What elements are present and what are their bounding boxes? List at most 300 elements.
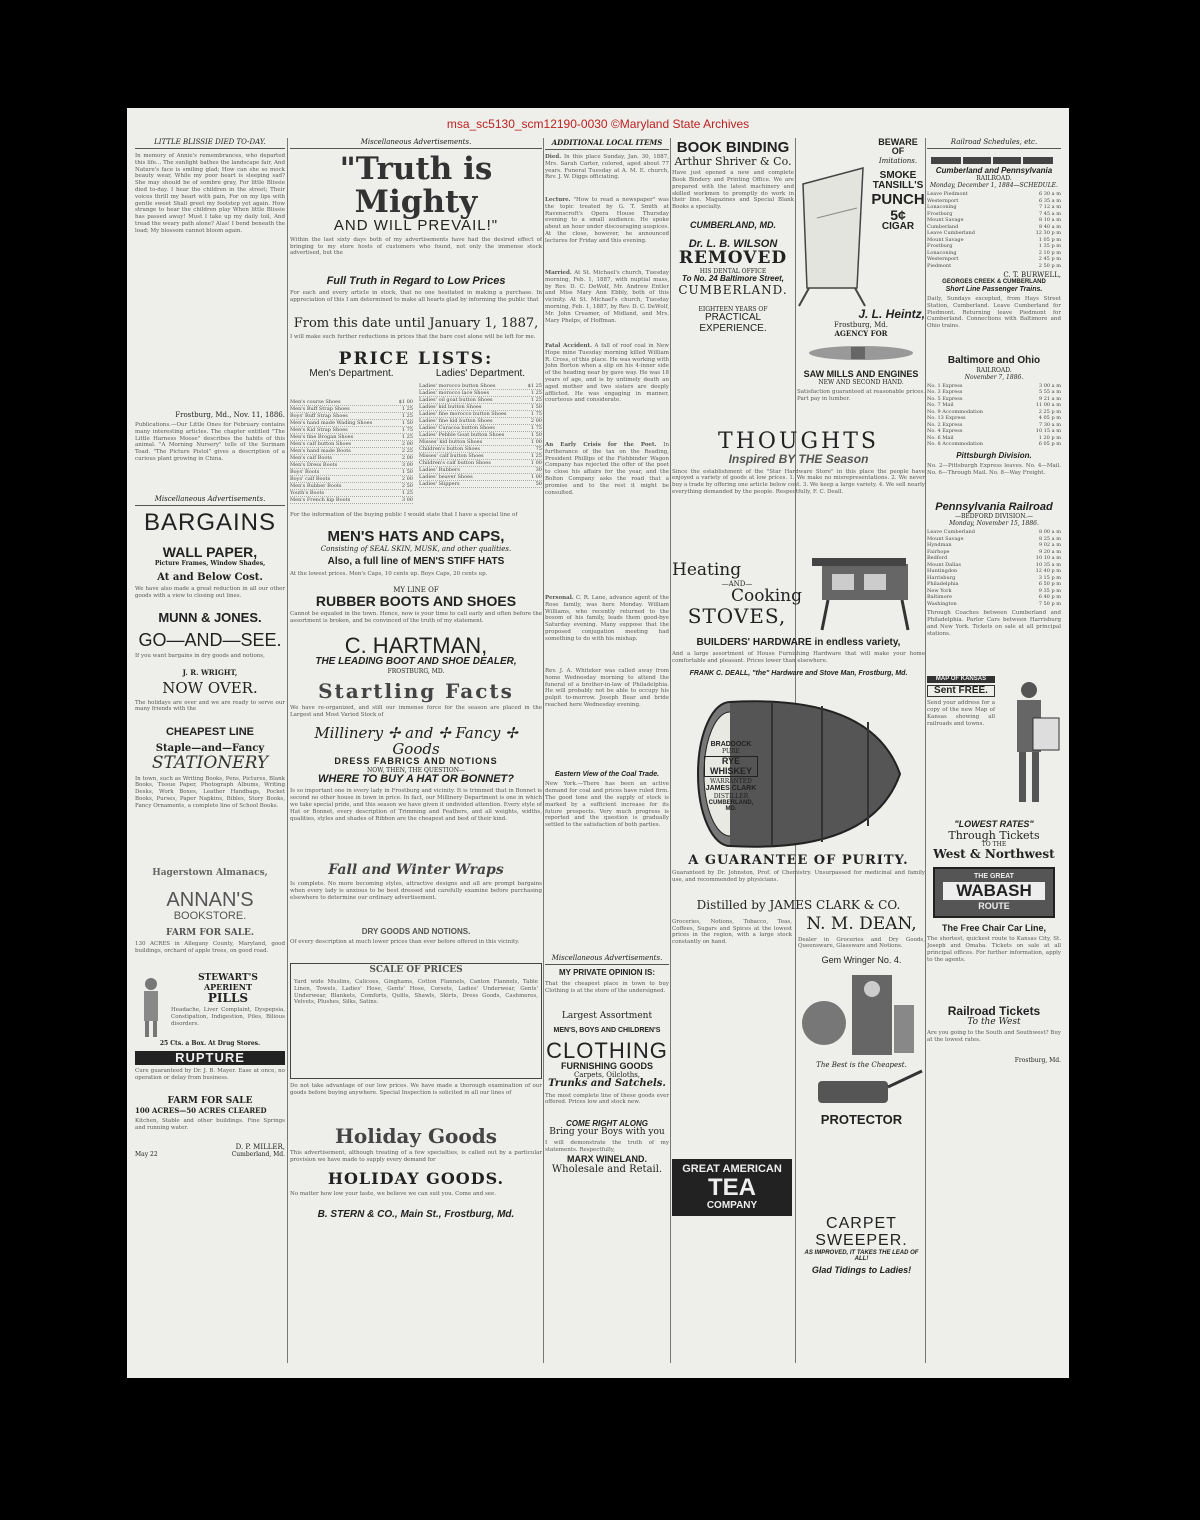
- rupture-body: Cure guaranteed by Dr. J. B. Mayer. Ease at once, no operation or delay from business.: [135, 1068, 285, 1081]
- farm-for-sale: FARM FOR SALE.: [165, 927, 255, 938]
- ladies-price-row-label: Ladies' Slippers: [419, 481, 460, 488]
- bookstore: BOOKSTORE.: [173, 909, 247, 922]
- mens-price-row-label: Men's calf button Shoes: [290, 441, 352, 448]
- startling-facts: Startling Facts: [318, 678, 514, 703]
- tickets-body: Are you going to the South and Southwest? Buy at the lowest rates.: [927, 1030, 1061, 1043]
- ladies-price-row: [419, 383, 542, 390]
- stoves-and: —AND—: [721, 580, 753, 589]
- mens-price-row: [290, 427, 413, 434]
- wilson-name: Dr. L. B. WILSON: [688, 237, 778, 250]
- mens-price-row-label: Men's course Shoes: [290, 399, 341, 406]
- wall-paper-sub: Picture Frames, Window Shades,: [154, 559, 266, 567]
- question: NOW, THEN, THE QUESTION—: [367, 766, 465, 774]
- distiller: DISTILLER: [713, 792, 749, 800]
- pa-schedule-row-label: Mount Dallas: [927, 561, 961, 568]
- rye-whiskey: RYE WHISKEY: [704, 756, 758, 777]
- mens-price-row-value: 2 50: [401, 483, 413, 490]
- mens-price-row: [290, 497, 413, 504]
- saw-mills: SAW MILLS AND ENGINES: [803, 368, 919, 379]
- column-2: [290, 138, 542, 1363]
- mens-price-row: [290, 462, 413, 469]
- bo-date: November 7, 1886.: [964, 373, 1024, 381]
- pa-date: Monday, November 15, 1886.: [949, 520, 1039, 528]
- ladies-price-row: [419, 418, 542, 425]
- misc-ads-header: Miscellaneous Advertisements.: [290, 138, 542, 149]
- column-1: [135, 138, 285, 1363]
- bo-schedule-row-label: No. 4 Express: [927, 428, 963, 435]
- stewarts-name: STEWART'S: [198, 972, 258, 983]
- shriver-name: Arthur Shriver & Co.: [674, 154, 792, 168]
- great-american: GREAT AMERICAN: [682, 1162, 782, 1175]
- bo-schedule-row-label: No. 3 Express: [927, 389, 963, 396]
- mens-boys: MEN'S, BOYS AND CHILDREN'S: [553, 1027, 661, 1035]
- braddock: BRADDOCK: [710, 740, 752, 748]
- ladies-price-row-value: 1 00: [530, 474, 542, 481]
- tea-company: COMPANY: [706, 1199, 758, 1211]
- ladies-price-row-value: 1 00: [530, 439, 542, 446]
- bo-schedule-row-value: 11 00 a m: [1035, 402, 1061, 409]
- ladies-price-row: [419, 404, 542, 411]
- pa-schedule: [927, 529, 1061, 607]
- ladies-price-row: [419, 460, 542, 467]
- wright-body: If you want bargains in dry goods and notions,: [135, 652, 265, 659]
- bo-schedule-row-label: No. 1 Express: [927, 382, 963, 389]
- hartman-name: C. HARTMAN,: [344, 633, 488, 659]
- bo-schedule-row-label: No. 6 Mail: [927, 434, 954, 441]
- ladies-price-row-label: Ladies' Curacoa button Shoes: [419, 425, 495, 432]
- my-line: MY LINE OF: [393, 585, 439, 594]
- thoughts-body: Since the establishment of the "Star Hardware Store" in this place the people have enjoyed a variety of goods at low prices. 1. We make no misrepresentations. 2. We never buy a trade by offering one article below cost. 3. We keep a large variety. 4. We sell nearly everything demanded by the people. Respectfully, F. C. Deall.: [672, 468, 925, 496]
- gem-wringer: Gem Wringer No. 4.: [821, 954, 902, 965]
- married-label: Married.: [545, 270, 572, 276]
- carpets: Carpets, Oilcloths,: [573, 1071, 641, 1080]
- pa-railroad: Pennsylvania Railroad: [935, 500, 1053, 513]
- publications-note: Publications.—Our Little Ones for February contains many interesting articles. The chapter entitled "The Little Harness Moose" describes the habits of this animal. "A Morning Nursery" tells of the Surinam Toad. "The Picture Pistol" gives a description of a curious plant growing in China.: [135, 422, 285, 462]
- cpr-schedule-row-value: 7 12 a m: [1038, 204, 1061, 211]
- holiday-body: The holidays are over and we are ready to serve our many friends with the: [135, 699, 285, 713]
- pittsburgh-division: Pittsburgh Division.: [956, 450, 1032, 460]
- tea-column: [672, 916, 792, 1216]
- best-cheapest: The Best is the Cheapest.: [816, 1061, 907, 1070]
- pa-schedule-row-label: Philadelphia: [927, 581, 959, 588]
- stationery-list: In town, such as Writing Books, Pens, Pictures, Blank Books, Tissue Paper, Photograph Albums, Writing Desks, Work Boxes, Leather Handbags, Pocket Books, Purses, Paper Napkins, Bibles, Story Books, Fancy Ornaments, a complete line of School Books.: [135, 775, 285, 809]
- pa-schedule-row-label: Harrisburg: [927, 574, 956, 581]
- short-line: Short Line Passenger Trains.: [945, 285, 1043, 293]
- pa-sub: —BEDFORD DIVISION.—: [955, 513, 1033, 521]
- cpr-schedule-row-value: 2 50 p m: [1038, 262, 1061, 269]
- fall-winter-wraps: Fall and Winter Wraps: [328, 862, 504, 879]
- cpr-schedule-row-label: Frostburg: [927, 210, 953, 217]
- eastern-view: Eastern View of the Coal Trade.: [554, 771, 660, 778]
- cigar-price: 5¢: [890, 206, 906, 223]
- mens-price-row-value: 1 50: [401, 469, 413, 476]
- bargains-heading: BARGAINS: [143, 509, 277, 536]
- through-tickets: Through Tickets: [948, 828, 1040, 842]
- man-with-map-illustration: [999, 676, 1061, 806]
- figure-illustration: [135, 975, 167, 1039]
- cpr-schedule-row-label: Westernport: [927, 256, 959, 263]
- ladies-price-row-label: Children's calf button Shoes: [419, 460, 491, 467]
- reductions-body: I will make such further reductions in prices that the bare cost alone will be left for me.: [290, 334, 536, 341]
- stern-name: B. STERN & CO., Main St., Frostburg, Md.: [317, 1209, 515, 1221]
- pittsburgh-body: No. 2—Pittsburgh Express leaves. No. 4—Mail. No. 6—Through Mail. No. 8—Way Freight.: [927, 462, 1061, 476]
- years-line: EIGHTEEN YEARS OF: [698, 306, 768, 314]
- farm-acres: 100 ACRES—50 ACRES CLEARED: [135, 1106, 267, 1116]
- mens-price-row-label: Boys' calf Boots: [290, 476, 331, 483]
- ladies-price-row-value: 1 25: [530, 397, 542, 404]
- mens-price-row: [290, 434, 413, 441]
- ladies-price-row-label: Ladies' fine kid button Shoes: [419, 418, 493, 425]
- smoke: SMOKE: [879, 169, 917, 181]
- beware: BEWARE OF: [878, 138, 918, 157]
- where-to-buy: WHERE TO BUY A HAT OR BONNET?: [318, 772, 514, 785]
- ladies-price-row-value: 75: [535, 446, 542, 453]
- personal-item: Personal. C. R. Lane, advance agent of the Rose family, was here Monday. William Williams, who recently returned to the bosom of his family, leads them good-bye Saturday evening. Many suppose that the proposed conjugation meeting had something to do with his mishap.: [545, 595, 669, 642]
- archive-watermark: msa_sc5130_scm12190-0030 ©Maryland State Archives: [446, 117, 750, 131]
- ladies-price-row: [419, 390, 542, 397]
- dress-fabrics: DRESS FABRICS AND NOTIONS: [334, 756, 498, 767]
- mens-price-row-label: Boys' Buff Strap Shoes: [290, 413, 348, 420]
- dental-office: HIS DENTAL OFFICE: [699, 268, 767, 276]
- bo-schedule-row-label: No. 7 Mail: [927, 402, 954, 409]
- whiskey-body: Guaranteed by Dr. Johnston, Prof. of Chemistry. Unsurpassed for medicinal and family use, and recommended by physicians.: [672, 870, 925, 883]
- cumberland-md: CUMBERLAND, MD.: [708, 799, 754, 812]
- farm-2-body: Kitchen, Stable and other buildings. Fine Springs and running water.: [135, 1118, 285, 1132]
- stern-body: No matter how low your taste, we believe we can suit you. Come and see.: [290, 1191, 497, 1198]
- cpr-schedule-row-value: 8 40 a m: [1038, 223, 1061, 230]
- munn-jones: MUNN & JONES.: [158, 610, 262, 626]
- holiday-goods-caps: HOLIDAY GOODS.: [327, 1169, 505, 1189]
- startling-body: We have re-organized, and still our immense force for the season are placed in the Largest and Most Varied Stock of: [290, 704, 542, 718]
- mens-price-row-value: 2 00: [401, 455, 413, 462]
- bo-schedule-row-value: 9 21 a m: [1038, 395, 1061, 402]
- buying-public-body: For the information of the buying public I would state that I have a special line of: [290, 512, 518, 519]
- lecture-item: Lecture. "How to read a newspaper" was the topic treated by G. T. Smith at Ravenscroft's Opera House Thursday evening to a small audience. He spoke about an hour under discouraging auspices. At the close, however, he announced lectures for Friday and this evening.: [545, 197, 669, 244]
- ladies-price-row-label: Ladies' morocco lace Shoes: [419, 390, 490, 397]
- agency-for: AGENCY FOR: [834, 328, 888, 338]
- column-rule: [287, 138, 288, 1363]
- full-truth-body: For each and every article in stock, that no one hesitated in making a purchase. In appreciation of this I am determined to make all hearts glad by informing the public that: [290, 290, 542, 304]
- shriver-body: Have just opened a new and complete Book Bindery and Printing Office. We are prepared with the latest machinery and skilled workmen to promptly do work in their line. Magazines and Special Blank Books a specialty.: [672, 170, 794, 211]
- mens-price-row-value: 2 00: [401, 476, 413, 483]
- ladies-price-row-value: 1 75: [530, 411, 542, 418]
- go-and-see: GO—AND—SEE.: [138, 630, 282, 651]
- hats-prices: At the lowest prices. Men's Caps, 10 cents up. Boys Caps, 20 cents up.: [290, 570, 488, 577]
- stoves: STOVES,: [687, 604, 787, 629]
- column-6: [927, 138, 1061, 1363]
- scale-of-prices-box: [290, 963, 542, 1079]
- mens-price-row-value: 2 00: [401, 441, 413, 448]
- tea-filler: Groceries, Notions, Tobacco, Teas, Coffees, Sugars and Spices at the lowest prices in the region, with a large stock constantly on hand.: [672, 918, 792, 946]
- bo-schedule-row-value: 1 20 p m: [1038, 434, 1061, 441]
- pills-body: Headache, Liver Complaint, Dyspepsia, Constipation, Indigestion, Piles, Bilious disorders.: [171, 1007, 285, 1027]
- column-rule: [925, 138, 926, 1363]
- mens-price-row: [290, 469, 413, 476]
- from-date: From this date until January 1, 1887,: [293, 316, 539, 332]
- shriver-cumberland: CUMBERLAND, MD.: [690, 220, 776, 231]
- ladies-price-row-label: Ladies' beaver Shoes: [419, 474, 473, 481]
- mens-price-list: [290, 399, 413, 504]
- ladies-price-row: [419, 481, 542, 488]
- ladies-price-row-value: 1 50: [530, 432, 542, 439]
- pa-schedule-row: [927, 601, 1061, 608]
- pa-schedule-row-value: 10 35 a m: [1035, 561, 1061, 568]
- ladies-price-row: [419, 446, 542, 453]
- saw-mills-body: Satisfaction guaranteed at reasonable prices. Part pay in lumber.: [797, 389, 925, 402]
- column-rule: [543, 138, 544, 1363]
- bo-sub: RAILROAD.: [976, 366, 1012, 374]
- removed: REMOVED: [678, 248, 788, 269]
- kansas-body: Send your address for a copy of the new Map of Kansas showing all railroads and towns.: [927, 700, 995, 727]
- pills-price: 25 Cts. a Box. At Drug Stores.: [159, 1040, 261, 1048]
- mens-price-row-value: 2 25: [401, 448, 413, 455]
- cpr-schedule-row-value: 2 10 p m: [1038, 249, 1061, 256]
- rupture-heading: RUPTURE: [135, 1051, 285, 1065]
- local-items-header: ADDITIONAL LOCAL ITEMS: [545, 138, 669, 150]
- column-5: [797, 138, 925, 438]
- cpr-schedule-row-value: 12 30 p m: [1035, 230, 1061, 237]
- mens-price-row-label: Men's Rubber Boots: [290, 483, 342, 490]
- ladies-price-row-label: Ladies' fine morocco button Shoes: [419, 411, 507, 418]
- wright-name: J. R. WRIGHT,: [182, 667, 238, 677]
- ladies-price-row-value: 1 25: [530, 390, 542, 397]
- holiday-intro: Do not take advantage of our low prices. We have made a thorough examination of our goods before buying anywhere. Special Inspection is solicited in all our lines of: [290, 1083, 542, 1097]
- map-kansas: MAP OF KANSAS: [927, 676, 995, 682]
- clothing-heading: CLOTHING: [546, 1037, 668, 1063]
- railroad-tickets: Railroad Tickets: [947, 1004, 1041, 1019]
- stoves-body: And a large assortment of House Furnishing Hardware that will make your home comfortable and pleasant. Prices lower than elsewhere.: [672, 651, 925, 664]
- mens-price-row-value: 3 00: [401, 497, 413, 504]
- pa-schedule-row-value: 8 25 a m: [1038, 535, 1061, 542]
- kansas-map-ad: [927, 676, 1061, 806]
- heating: Heating: [672, 560, 742, 581]
- pure: PURE: [722, 748, 740, 756]
- cooking: Cooking: [730, 586, 802, 607]
- stationery: STATIONERY: [151, 752, 269, 773]
- mens-dept-heading: Men's Department.: [309, 367, 394, 379]
- wabash-body: The shortest, quickest route to Kansas City, St. Joseph and Omaha. Tickets on sale at all principal offices. For further information, apply to the agents.: [927, 936, 1061, 963]
- cigar-illustration: [801, 342, 921, 364]
- burwell: C. T. BURWELL,: [1003, 271, 1061, 280]
- ladies-price-row: [419, 439, 542, 446]
- personal-label: Personal.: [545, 595, 574, 601]
- ladies-price-row-value: 50: [535, 481, 542, 488]
- come-right-along: COME RIGHT ALONG: [566, 1118, 648, 1128]
- ladies-price-row-label: Ladies' kid button Shoes: [419, 404, 482, 411]
- railroad-header: Railroad Schedules, etc.: [927, 138, 1061, 149]
- ladies-price-row-value: 1 25: [530, 453, 542, 460]
- cpr-schedule-row-value: 7 45 a m: [1038, 210, 1061, 217]
- bring-boys: Bring your Boys with you: [549, 1126, 665, 1137]
- sweeper-illustration: [798, 1069, 925, 1113]
- bo-schedule-row-label: No. 13 Express: [927, 415, 966, 422]
- mens-price-row: [290, 455, 413, 462]
- cpr-date: Monday, December 1, 1884—SCHEDULE.: [930, 182, 1058, 190]
- bo-schedule-row-value: 5 55 a m: [1038, 389, 1061, 396]
- newspaper-page: [127, 108, 1069, 1378]
- bo-schedule-row-value: 7 30 a m: [1038, 421, 1061, 428]
- cpr-schedule-row: [927, 263, 1061, 270]
- annans: ANNAN'S: [166, 888, 254, 911]
- thoughts-title: THOUGHTS: [718, 430, 879, 454]
- pa-schedule-row-value: 9 20 a m: [1038, 548, 1061, 555]
- pa-schedule-row-label: Leave Cumberland: [927, 529, 975, 536]
- ladies-department: [419, 369, 542, 505]
- ladies-price-row-value: 1 50: [530, 404, 542, 411]
- pa-body: Through Coaches between Cumberland and Philadelphia. Parlor Cars between Harrisburg and New York. Tickets on sale at all principal stations.: [927, 610, 1061, 637]
- cpr-schedule-row-label: Mount Savage: [927, 236, 964, 243]
- ladies-price-row: [419, 432, 542, 439]
- tansills-ad: [797, 138, 925, 308]
- ladies-price-row-label: Ladies' oil goat button Shoes: [419, 397, 493, 404]
- stoves-text: [672, 562, 802, 627]
- pa-schedule-row-value: 7 50 p m: [1038, 600, 1061, 607]
- hagerstown: Hagerstown Almanacs,: [152, 867, 268, 878]
- mens-price-row: [290, 448, 413, 455]
- bo-schedule-row-label: No. 5 Express: [927, 395, 963, 402]
- cheapest-line: CHEAPEST LINE: [165, 725, 254, 738]
- truth-body: Within the last sixty days both of my advertisements have had the desired effect of bringing to my store hosts of customers who found, not only the immense stock advertised, but the: [290, 236, 542, 257]
- lowest-rates: "LOWEST RATES": [954, 819, 1034, 830]
- ladies-price-row: [419, 411, 542, 418]
- mens-price-row-label: Men's hand made Wading Shoes: [290, 420, 373, 427]
- column-rule: [670, 138, 671, 1363]
- mens-price-row-label: Men's Kid Strap Shoes: [290, 427, 348, 434]
- pa-schedule-row-label: Fairhope: [927, 548, 950, 555]
- tea-banner: [672, 1159, 792, 1216]
- opinion-body: That the cheapest place in town to buy Clothing is at the store of the undersigned.: [545, 980, 669, 994]
- wineland-body: I will demonstrate the truth of my statements. Respectfully,: [545, 1140, 669, 1154]
- builders-hardware: BUILDERS' HARDWARE in endless variety,: [696, 636, 901, 648]
- ladies-price-row-label: Ladies' morocco button Shoes: [419, 383, 496, 390]
- wabash-banner: [933, 867, 1055, 918]
- to-the: TO THE: [981, 841, 1007, 849]
- mens-price-row-value: 1 25: [401, 490, 413, 497]
- price-lists: PRICE LISTS:: [338, 349, 494, 370]
- pa-schedule-row-value: 12 40 p m: [1035, 568, 1061, 575]
- baltimore-street: To No. 24 Baltimore Street,: [682, 274, 784, 284]
- pa-schedule-row-value: 9 02 a m: [1038, 542, 1061, 549]
- frostburg-md: FROSTBURG, MD.: [387, 667, 445, 675]
- cigar-sign-illustration: [797, 138, 869, 308]
- tea-word: TEA: [708, 1174, 756, 1202]
- millinery-body: Is so important one in every lady in Frostburg and vicinity. It is trimmed that in Bonnet is second no other house in town in price. In fact, our Millinery Department is one in which we take special pride, and this season we have given it undivided attention. Every style of Hat or Bonnet, every description of Trimming and Feathers, and all weights, widths, qualities, styles and shades of Ribbon are the cheapest and best of their kind.: [290, 788, 542, 822]
- married-item: Married. At St. Michael's church, Tuesday morning, Feb. 1, 1887, with nuptial mass, by Rev. D. C. DeWolf, Mr. Andrew Entler and Miss Mary Ann Ebbly, both of this vicinity. At St. Michael's church, Tuesday morning, Feb. 1, 1887, by Rev. D. C. DeWolf, Mr. John Creamer, of Midland, and Mrs. Mary Phelps, of Hoffman.: [545, 270, 669, 324]
- scale-body: Yard wide Muslins, Calicoes, Ginghams, Cotton Flannels, Canton Flannels, Table Linen, Towels, Ladies' Hose, Gents' Hose, Corsets, Ladies' Underwear, Gents' Underwear, Blankets, Comforts, Quilts, Shawls, Skirts, Dress Goods, Cashmeres, Velvets, Plushes, Silks, Satins.: [294, 978, 538, 1006]
- dean-name: N. M. DEAN,: [806, 913, 917, 934]
- wall-paper-heading: WALL PAPER,: [162, 544, 258, 561]
- mens-price-row-label: Men's hand made Boots: [290, 448, 351, 455]
- mens-price-row: [290, 441, 413, 448]
- pa-schedule-row-label: New York: [927, 587, 952, 594]
- mens-price-row: [290, 476, 413, 483]
- pa-schedule-row-value: 3 15 p m: [1038, 574, 1061, 581]
- column-3: [545, 138, 669, 1363]
- pa-schedule-row-label: Huntingdon: [927, 568, 958, 575]
- mens-price-row: [290, 483, 413, 490]
- cpr-schedule: [927, 191, 1061, 269]
- pa-schedule-row-label: Bedford: [927, 555, 948, 562]
- price-lists-table: [290, 369, 542, 505]
- bo-title: Baltimore and Ohio: [947, 355, 1041, 367]
- trunks-satchels: Trunks and Satchels.: [548, 1078, 666, 1090]
- full-truth: Full Truth in Regard to Low Prices: [326, 274, 506, 287]
- farm-body: 130 ACRES in Allegany County, Maryland, good buildings, orchard of apple trees, on good road.: [135, 940, 285, 954]
- cpr-schedule-row-value: 1 05 p m: [1038, 236, 1061, 243]
- bo-schedule-row-value: 10 15 a m: [1035, 428, 1061, 435]
- book-binding: BOOK BINDING: [676, 139, 790, 156]
- bo-schedule-row-value: 4 05 p m: [1038, 415, 1061, 422]
- heintz-location: Frostburg, Md.: [834, 320, 888, 329]
- misc-ads-header: Miscellaneous Advertisements.: [135, 495, 285, 506]
- sent-free: Sent FREE.: [927, 685, 995, 698]
- wabash-route: ROUTE: [978, 901, 1010, 912]
- seal-skin: Consisting of SEAL SKIN, MUSK, and other qualities.: [320, 545, 512, 554]
- mens-price-row: [290, 413, 413, 420]
- truth-mighty: "Truth is Mighty: [339, 151, 493, 220]
- cpr-schedule-row-label: Cumberland: [927, 223, 959, 230]
- ladies-price-row-label: Misses' kid button Shoes: [419, 439, 483, 446]
- cpr-schedule-row-value: 1 35 p m: [1038, 243, 1061, 250]
- lecture-label: Lecture.: [545, 197, 571, 203]
- cpr-schedule-row-label: Westernport: [927, 197, 959, 204]
- bo-schedule-row-value: 2 25 p m: [1038, 408, 1061, 415]
- free-chair-car: The Free Chair Car Line,: [941, 922, 1047, 933]
- to-the-west: To the West: [967, 1016, 1021, 1027]
- mens-price-row-value: 1 25: [401, 406, 413, 413]
- cumberland-heading: CUMBERLAND.: [678, 282, 788, 297]
- bo-schedule-row-label: No. 8 Accommodation: [927, 441, 983, 448]
- munn-body: We have also made a great reduction in all our other goods with a view to closing out lines.: [135, 586, 285, 600]
- will-prevail: AND WILL PREVAIL!": [333, 217, 499, 235]
- pa-schedule-row-label: Hyndman: [927, 542, 952, 549]
- ladies-price-row-value: 30: [535, 467, 542, 474]
- mens-price-row-label: Boys' Boots: [290, 469, 320, 476]
- georges-creek: GEORGES CREEK & CUMBERLAND: [942, 279, 1046, 286]
- mens-price-row-label: Men's Buff Strap Shoes: [290, 406, 350, 413]
- whiskey-ad: [672, 694, 925, 912]
- deall-footer: FRANK C. DEALL, "the" Hardware and Stove Man, Frostburg, Md.: [689, 670, 908, 678]
- ladies-price-row-label: Misses' calf button Shoes: [419, 453, 484, 460]
- tickets-frostburg: Frostburg, Md.: [1014, 1057, 1061, 1065]
- fatal-label: Fatal Accident.: [545, 343, 592, 349]
- died-item: Died. In this place Sunday, Jan. 30, 1887, Mrs. Sarah Carter, colored, aged about 77 years. Funeral Tuesday at A. M. E. church, Rev. J. W. Diggs officiating.: [545, 154, 669, 181]
- bo-schedule-row-value: 6 05 p m: [1038, 441, 1061, 448]
- mens-price-row: [290, 399, 413, 406]
- stoves-ad: [672, 552, 925, 638]
- bo-schedule-row-label: No. 2 Express: [927, 421, 963, 428]
- stiff-hats: Also, a full line of MEN'S STIFF HATS: [327, 556, 505, 568]
- cpr-sub: RAILROAD.: [976, 175, 1012, 183]
- bo-schedule-row: [927, 441, 1061, 448]
- poem-text: In memory of Annie's remembrances, who departed this life... The sunlight bathes the landscape fair, And Nature's face is smiling glad; How can she so mock beauty wear, While my poor heart is sleeping sad? She may should be of sombre gray, For little Blissie died to-day. I hear the children in the street; Their voices thrill my heart with pain, For on my lips with gentle sweet Shall greet my footstep yet again. How strange to hear the children play When little Blissie has passed away! Must I take up my daily toil, And tread the weary path alone? Alas! I bend beneath the load; My blossom cannot bloom again.: [135, 153, 285, 234]
- thoughts-inspired: Inspired BY THE Season: [728, 452, 869, 467]
- ladies-price-list: [419, 383, 542, 488]
- dean-and-tea: [672, 913, 925, 1216]
- mens-department: [290, 369, 413, 505]
- mens-price-row-label: Men's calf Boots: [290, 455, 332, 462]
- pa-schedule-row-value: 6 50 p m: [1038, 581, 1061, 588]
- wraps-body: Is complete. No more becoming styles, attractive designs and all are prompt bargains when every lady is anxious to be best dressed and carefully examine before purchasing elsewhere to determine our ordinary advertisement.: [290, 881, 542, 901]
- short-line-body: Daily, Sundays excepted, from Hays Street Station, Cumberland. Leave Cumberland for Piedmont. Returning leave Piedmont for Cumberland. Connections with Baltimore and Ohio trains.: [927, 296, 1061, 330]
- died-label: Died.: [545, 154, 562, 160]
- mens-hats: MEN'S HATS AND CAPS,: [327, 528, 505, 546]
- wide-ads-block: [672, 430, 925, 1365]
- farm-for-sale-2: FARM FOR SALE: [167, 1096, 253, 1107]
- ladies-dept-heading: Ladies' Department.: [435, 367, 526, 379]
- cigar: CIGAR: [881, 221, 915, 233]
- poem-title: LITTLE BLISSIE DIED TO-DAY.: [135, 138, 285, 149]
